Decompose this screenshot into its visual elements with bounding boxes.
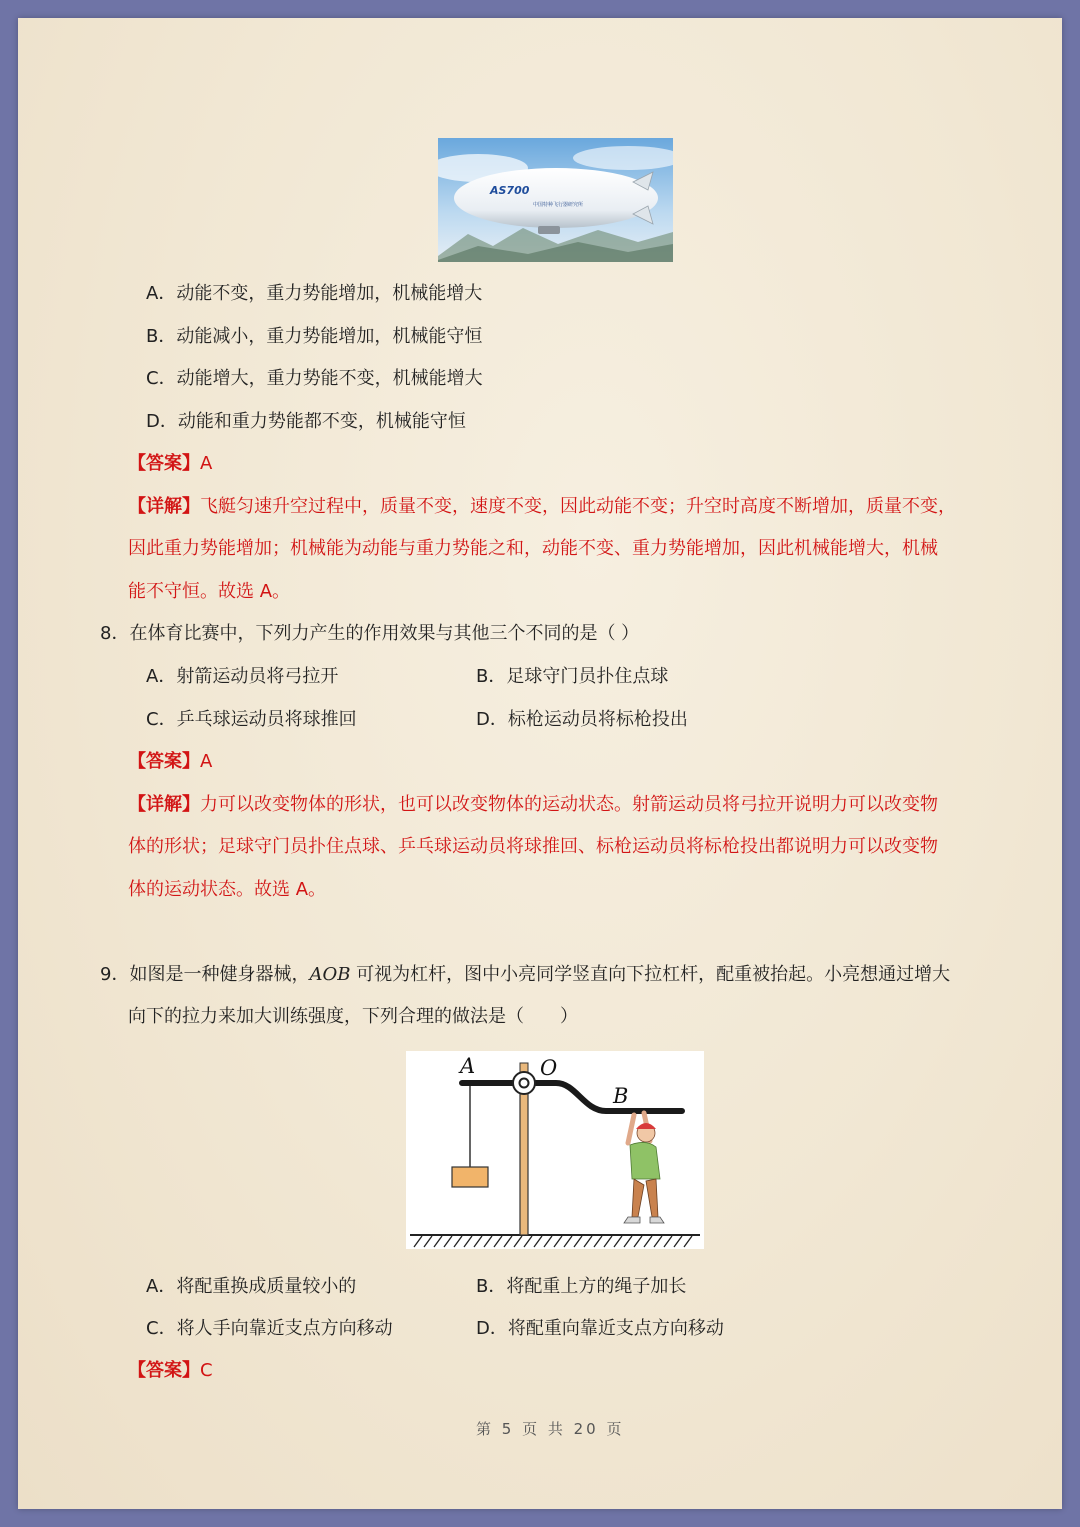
q9-stem-line1 [100,963,950,987]
airship-illustration [438,138,673,262]
page-footer: 第 5 页 共 20 页 [476,1420,625,1438]
q7-detail-line3: 能不守恒。故选 A。 [128,581,291,602]
q7-detail-label: 【详解】 [128,496,200,517]
q8-detail-line1 [128,793,938,817]
q7-detail-line2: 因此重力势能增加；机械能为动能与重力势能之和，动能不变、重力势能增加，因此机械能增大，机械 [128,538,938,559]
lever-diagram [406,1051,704,1249]
q9-option-d: D．将配重向靠近支点方向移动 [476,1318,724,1339]
airship-institute-text: 中国特种飞行器研究所 [533,202,584,208]
q7-option-d: D．动能和重力势能都不变，机械能守恒 [146,411,466,432]
q9-stem-line2: 向下的拉力来加大训练强度，下列合理的做法是（ ） [128,1006,578,1027]
q8-stem: 8．在体育比赛中，下列力产生的作用效果与其他三个不同的是（ ） [100,623,640,644]
q8-detail-line3: 体的运动状态。故选 A。 [128,879,327,900]
q8-answer-value: A [200,751,213,772]
q9-option-b: B．将配重上方的绳子加长 [476,1276,687,1297]
q9-option-c: C．将人手向靠近支点方向移动 [146,1318,393,1339]
q7-option-a: A．动能不变，重力势能增加，机械能增大 [146,283,483,304]
label-a: A [460,1054,476,1078]
q7-answer-value: A [200,453,213,474]
q7-answer-label: 【答案】 [128,453,200,474]
q9-stem-prefix: 9．如图是一种健身器械， [100,964,310,985]
airship-model-text: AS700 [490,184,530,197]
q8-detail-text1: 力可以改变物体的形状，也可以改变物体的运动状态。射箭运动员将弓拉开说明力可以改变物 [200,794,938,815]
q7-option-c: C．动能增大，重力势能不变，机械能增大 [146,368,483,389]
q8-option-b: B．足球守门员扑住点球 [476,666,669,687]
q8-detail-label: 【详解】 [128,794,200,815]
q7-detail-text1: 飞艇匀速升空过程中，质量不变，速度不变，因此动能不变；升空时高度不断增加，质量不变， [200,496,956,517]
q8-detail-line2: 体的形状；足球守门员扑住点球、乒乓球运动员将球推回、标枪运动员将标枪投出都说明力可以改变物 [128,836,938,857]
q9-answer [128,1359,213,1383]
q7-option-b: B．动能减小，重力势能增加，机械能守恒 [146,326,483,347]
q8-option-a: A．射箭运动员将弓拉开 [146,666,339,687]
airship-image [438,138,673,262]
label-b: B [613,1084,629,1108]
lever-illustration [406,1051,704,1249]
label-o: O [540,1056,558,1080]
q9-stem-italic: AOB [309,964,351,985]
q8-option-c: C．乒乓球运动员将球推回 [146,709,357,730]
q9-answer-label: 【答案】 [128,1360,200,1381]
q8-option-d: D．标枪运动员将标枪投出 [476,709,688,730]
q8-answer [128,750,212,774]
q7-answer [128,452,212,476]
q7-detail-line1 [128,495,956,519]
q9-stem-suffix: 可视为杠杆，图中小亮同学竖直向下拉杠杆，配重被抬起。小亮想通过增大 [350,964,951,985]
q9-option-a: A．将配重换成质量较小的 [146,1276,357,1297]
q9-answer-value: C [200,1360,213,1381]
q8-answer-label: 【答案】 [128,751,200,772]
document-page [18,18,1062,1509]
